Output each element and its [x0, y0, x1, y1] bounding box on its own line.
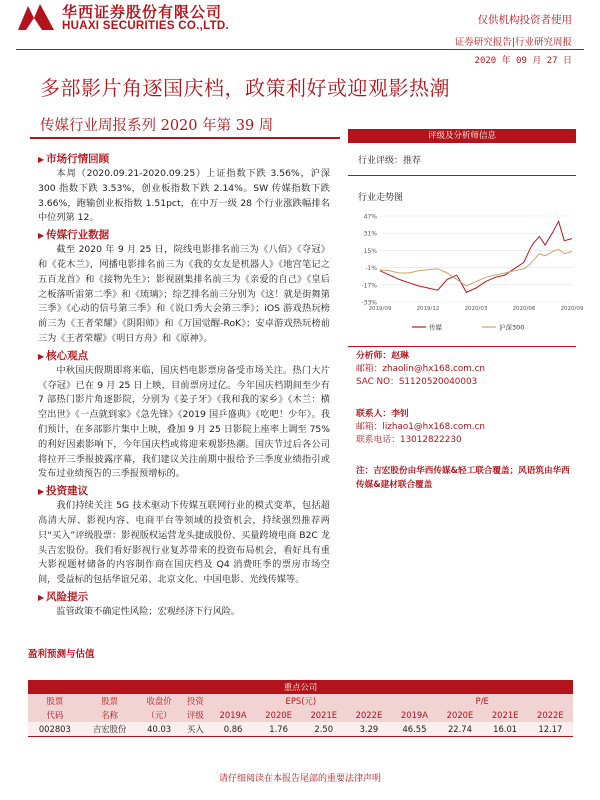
section-paragraph: 监管政策不确定性风险；宏观经济下行风险。 — [56, 605, 241, 617]
section-core-view — [38, 349, 330, 482]
section-heading: 传媒行业数据 — [46, 229, 110, 242]
legend-label: 沪深300 — [499, 323, 525, 332]
table-header-cell: 股票 — [82, 694, 138, 708]
y-tick-label: 47% — [363, 213, 377, 221]
contact-block — [356, 408, 485, 447]
analyst-role: 分析师： — [356, 351, 392, 361]
triangle-bullet-icon: ▶ — [38, 351, 45, 361]
report-body — [38, 150, 330, 620]
company-name-en: HUAXI SECURITIES CO.,LTD. — [62, 20, 230, 32]
trend-chart-title: 行业走势图 — [358, 193, 404, 203]
x-tick-label: 2019/12 — [416, 306, 440, 312]
huaxi-logo-icon — [16, 2, 56, 32]
table-year-cell: 2021E — [483, 708, 528, 722]
table-cell: 3.29 — [346, 722, 391, 736]
table-year-cell: 2022E — [346, 708, 391, 722]
analyst-block — [356, 350, 485, 389]
table-header-cell: 评级 — [181, 708, 211, 722]
section-investment-advice — [38, 484, 330, 588]
section-heading: 投资建议 — [46, 485, 89, 498]
table-cell: 002803 — [28, 722, 82, 736]
triangle-bullet-icon: ▶ — [38, 487, 45, 497]
section-heading: 市场行情回顾 — [46, 153, 110, 165]
side-divider — [348, 175, 576, 176]
table-row — [28, 722, 573, 736]
profit-forecast-table — [28, 680, 573, 737]
contact-role: 联系人： — [356, 409, 392, 419]
header-divider — [16, 49, 584, 50]
table-header-cell: 投资 — [181, 694, 211, 708]
table-cell: 22.74 — [437, 722, 482, 736]
y-tick-label: -1% — [365, 265, 377, 273]
section-paragraph: 本周（2020.09.21-2020.09.25）上证指数下跌 3.56%，沪深 300 指数下跌 3.53%，创业板指数下跌 2.14%。SW 传媒指数下跌 3.66%，跑输创业板指数 1.51pct，在中万一级 28 个行业涨跌幅排名中位列第 12。 — [38, 168, 330, 224]
analyst-name: 赵琳 — [391, 351, 409, 361]
section-heading: 风险提示 — [46, 590, 89, 603]
table-cell: 12.17 — [528, 722, 573, 736]
rating-value: 推荐 — [403, 156, 422, 166]
table-year-cell: 2020E — [437, 708, 482, 722]
x-tick-label: 2020/03 — [464, 306, 488, 312]
contact-name: 李钊 — [391, 409, 409, 419]
table-cell: 0.86 — [210, 722, 256, 736]
section-heading: 核心观点 — [46, 349, 89, 362]
rating-label: 行业评级： — [358, 156, 404, 166]
section-paragraph: 我们持续关注 5G 技术驱动下传媒互联网行业的模式变革，包括超高清大屏、影视内容、电商平台等领域的投资机会，持续强烈推荐两只“买入”评级股票：影视版权运营龙头捷成股份、买量跨境电商 B2C 龙头吉宏股份。我们看好影视行业复苏带来的投资布局机会，看好具有重大影视题材储备的内容制作商在国庆档及 Q4 消费旺季的票房市场空间，受益标的包括华谊兄弟、北京文化、中国电影、光线传媒等。 — [38, 500, 330, 586]
table-year-cell: 2020E — [256, 708, 301, 722]
contact-email[interactable]: 邮箱：lizhao1@hx168.com.cn — [356, 422, 486, 432]
legend-label: 传媒 — [429, 323, 442, 332]
analyst-email[interactable]: 邮箱：zhaolin@hx168.com.cn — [356, 364, 485, 374]
profit-forecast-title: 盈利预测与估值 — [28, 649, 95, 660]
x-tick-label: 2020/09 — [560, 306, 584, 312]
table-group-header: 重点公司 — [28, 680, 573, 694]
section-paragraph: 中秋国庆假期即将来临，国庆档电影票房备受市场关注。热门大片《夺冠》已在 9 月 25 日上映，目前票房过亿。今年国庆档期间至少有 7 部热门影片角逐影院，分别为《姜子牙》《我和我的家乡》《木兰：横空出世》《一点就到家》《急先锋》《2019 国乒盛典》《吃吧！少年》。我们预计，在多部影片集中上映，叠加 9 月 25 日影院上座率上调至 75%的利好因素影响下，今年国庆档或将迎来观影热潮。国庆节过后各公司将拉开三季报披露序幕，我们建议关注前期中报给予三季度业绩指引或发布过业绩预告的三季报预增标的。 — [38, 364, 330, 480]
title-divider — [30, 137, 340, 139]
table-year-cell: 2021E — [301, 708, 346, 722]
triangle-bullet-icon: ▶ — [38, 155, 45, 164]
report-type: 证券研究报告|行业研究周报 — [454, 37, 572, 48]
section-risk — [38, 590, 330, 620]
table-header-pe: P/E — [392, 694, 573, 708]
table-year-cell: 2019A — [392, 708, 438, 722]
industry-rating — [358, 153, 421, 166]
report-date: 2020 年 09 月 27 日 — [474, 56, 572, 66]
y-tick-label: 15% — [363, 247, 377, 255]
company-name-cn: 华西证券股份有限公司 — [62, 3, 223, 21]
table-cell: 吉宏股份 — [82, 722, 138, 736]
x-tick-label: 2019/09 — [368, 306, 392, 312]
y-tick-label: -17% — [361, 282, 377, 290]
x-tick-label: 2020/06 — [512, 306, 536, 312]
table-cell: 16.01 — [483, 722, 528, 736]
table-header-cell: 收盘价 — [138, 694, 181, 708]
report-title: 多部影片角逐国庆档，政策利好或迎观影热潮 — [40, 76, 450, 100]
side-divider — [348, 346, 576, 347]
side-panel-header: 评级及分析师信息 — [348, 129, 576, 143]
table-header-cell: 名称 — [82, 708, 138, 722]
analyst-sac: SAC NO：S1120520040003 — [356, 377, 478, 387]
section-industry-data — [38, 228, 330, 347]
table-year-cell: 2022E — [528, 708, 573, 722]
section-paragraph: 截至 2020 年 9 月 25 日，院线电影排名前三为《八佰》《夺冠》和《花木兰》，网播电影排名前三为《我的女友是机器人》《地宫笔记之五百龙首》和《接物先生》；影视剧集排名前三为《亲爱的自己》《皇后之板落听雷第二季》和《琉璃》；综艺排名前三分别为《这！就是街舞第三季》《心动的信号第三季》和《说口秀大会第三季》；iOS 游戏热玩榜前三为《王者荣耀》《阴阳师》和《万国觉醒-RoK》；安卓游戏热玩榜前三为《王者荣耀》《明日方舟》和《原神》。 — [38, 244, 330, 344]
coverage-note: 注：吉宏股份由华西传媒&轻工联合覆盖；风语筑由华西传媒&建材联合覆盖 — [356, 466, 570, 490]
table-cell: 买入 — [181, 722, 211, 736]
table-header-cell: 股票 — [28, 694, 82, 708]
industry-trend-chart — [350, 210, 584, 340]
section-market — [38, 152, 330, 226]
legal-footer: 请仔细阅读在本报告尾部的重要法律声明 — [218, 774, 381, 784]
table-header-eps: EPS(元) — [210, 694, 391, 708]
audience-tag: 仅供机构投资者使用 — [477, 14, 572, 26]
contact-phone: 联系电话：13012822230 — [356, 435, 462, 445]
table-cell: 2.50 — [301, 722, 346, 736]
y-tick-label: -33% — [361, 299, 377, 307]
triangle-bullet-icon: ▶ — [38, 231, 45, 241]
series-title: 传媒行业周报系列 2020 年第 39 周 — [40, 118, 274, 134]
y-tick-label: 31% — [363, 230, 377, 238]
table-cell: 40.03 — [138, 722, 181, 736]
table-cell: 46.55 — [392, 722, 438, 736]
table-cell: 1.76 — [256, 722, 301, 736]
report-header — [0, 0, 600, 66]
triangle-bullet-icon: ▶ — [38, 592, 45, 602]
table-header-cell: （元） — [138, 708, 181, 722]
table-year-cell: 2019A — [210, 708, 256, 722]
table-header-cell: 代码 — [28, 708, 82, 722]
